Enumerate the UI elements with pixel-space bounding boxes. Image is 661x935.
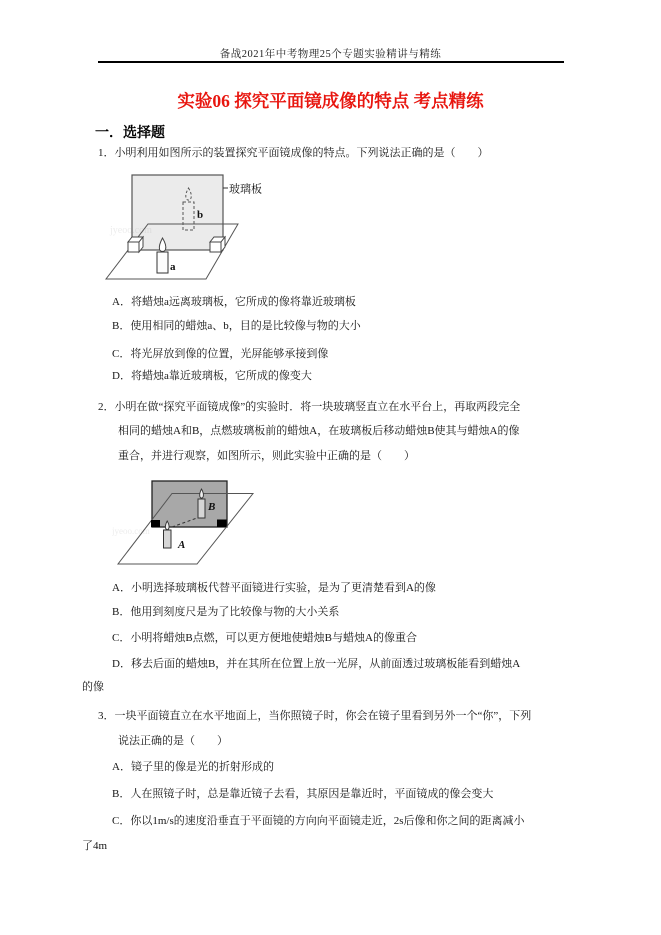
- clamp-block-right: [210, 237, 225, 252]
- page-title: 实验06 探究平面镜成像的特点 考点精练: [177, 91, 484, 111]
- q2-option-b: B．他用到刻度尺是为了比较像与物的大小关系: [112, 606, 340, 618]
- q2-option-d-continuation: 的像: [82, 681, 104, 693]
- q1-option-a: A．将蜡烛a远离玻璃板，它所成的像将靠近玻璃板: [112, 296, 356, 308]
- candle-b-label: B: [208, 501, 216, 513]
- page-header-text: 备战2021年中考物理25个专题实验精讲与精练: [219, 49, 442, 60]
- header-rule: [98, 61, 564, 63]
- q3-stem-line2: 说法正确的是（ ）: [118, 735, 228, 747]
- q3-option-b: B．人在照镜子时，总是靠近镜子去看，其原因是靠近时，平面镜成的像会变大: [112, 788, 494, 800]
- q1-option-d: D．将蜡烛a靠近玻璃板，它所成的像变大: [112, 370, 312, 382]
- candle-a-label: a: [170, 261, 176, 273]
- clamp-block-left: [128, 237, 143, 252]
- figure-q2-plane-mirror-setup: [112, 479, 257, 569]
- q3-option-a: A．镜子里的像是光的折射形成的: [112, 761, 274, 773]
- watermark-text: jyeoo.com: [110, 225, 152, 236]
- q3-option-c: C．你以1m/s的速度沿垂直于平面镜的方向向平面镜走近，2s后像和你之间的距离减小: [112, 815, 525, 827]
- figure-q1-plane-mirror-setup: [104, 171, 274, 286]
- q1-stem: 1．小明利用如图所示的装置探究平面镜成像的特点。下列说法正确的是（ ）: [98, 147, 489, 159]
- q2-option-c: C．小明将蜡烛B点燃，可以更方便地使蜡烛B与蜡烛A的像重合: [112, 632, 417, 644]
- glass-plate-label: 玻璃板: [229, 183, 262, 196]
- support-block-right: [217, 520, 227, 528]
- q2-option-a: A．小明选择玻璃板代替平面镜进行实验，是为了更清楚看到A的像: [112, 582, 436, 594]
- q1-option-b: B．使用相同的蜡烛a、b，目的是比较像与物的大小: [112, 320, 361, 332]
- glass-pane: [132, 175, 223, 250]
- q1-option-c: C．将光屏放到像的位置，光屏能够承接到像: [112, 348, 329, 360]
- glass-pane: [152, 481, 227, 527]
- candle-a-label: A: [178, 539, 186, 551]
- watermark-text: jyeoo.com: [112, 526, 150, 536]
- q2-stem-line2: 相同的蜡烛A和B，点燃玻璃板前的蜡烛A，在玻璃板后移动蜡烛B使其与蜡烛A的像: [118, 425, 520, 437]
- q2-option-d: D．移去后面的蜡烛B，并在其所在位置上放一光屏，从前面透过玻璃板能看到蜡烛A: [112, 658, 521, 670]
- candle-b-label: b: [197, 209, 204, 221]
- q2-stem-line1: 2．小明在做“探究平面镜成像”的实验时．将一块玻璃竖直立在水平台上，再取两段完全: [98, 401, 521, 413]
- q3-stem-line1: 3．一块平面镜直立在水平地面上，当你照镜子时，你会在镜子里看到另外一个“你”，下列: [98, 710, 532, 722]
- q3-option-c-continuation: 了4m: [82, 840, 108, 852]
- support-block-left: [151, 520, 160, 527]
- section-heading-choice-questions: 一．选择题: [95, 126, 165, 141]
- q2-stem-line3: 重合，并进行观察，如图所示，则此实验中正确的是（ ）: [118, 450, 415, 462]
